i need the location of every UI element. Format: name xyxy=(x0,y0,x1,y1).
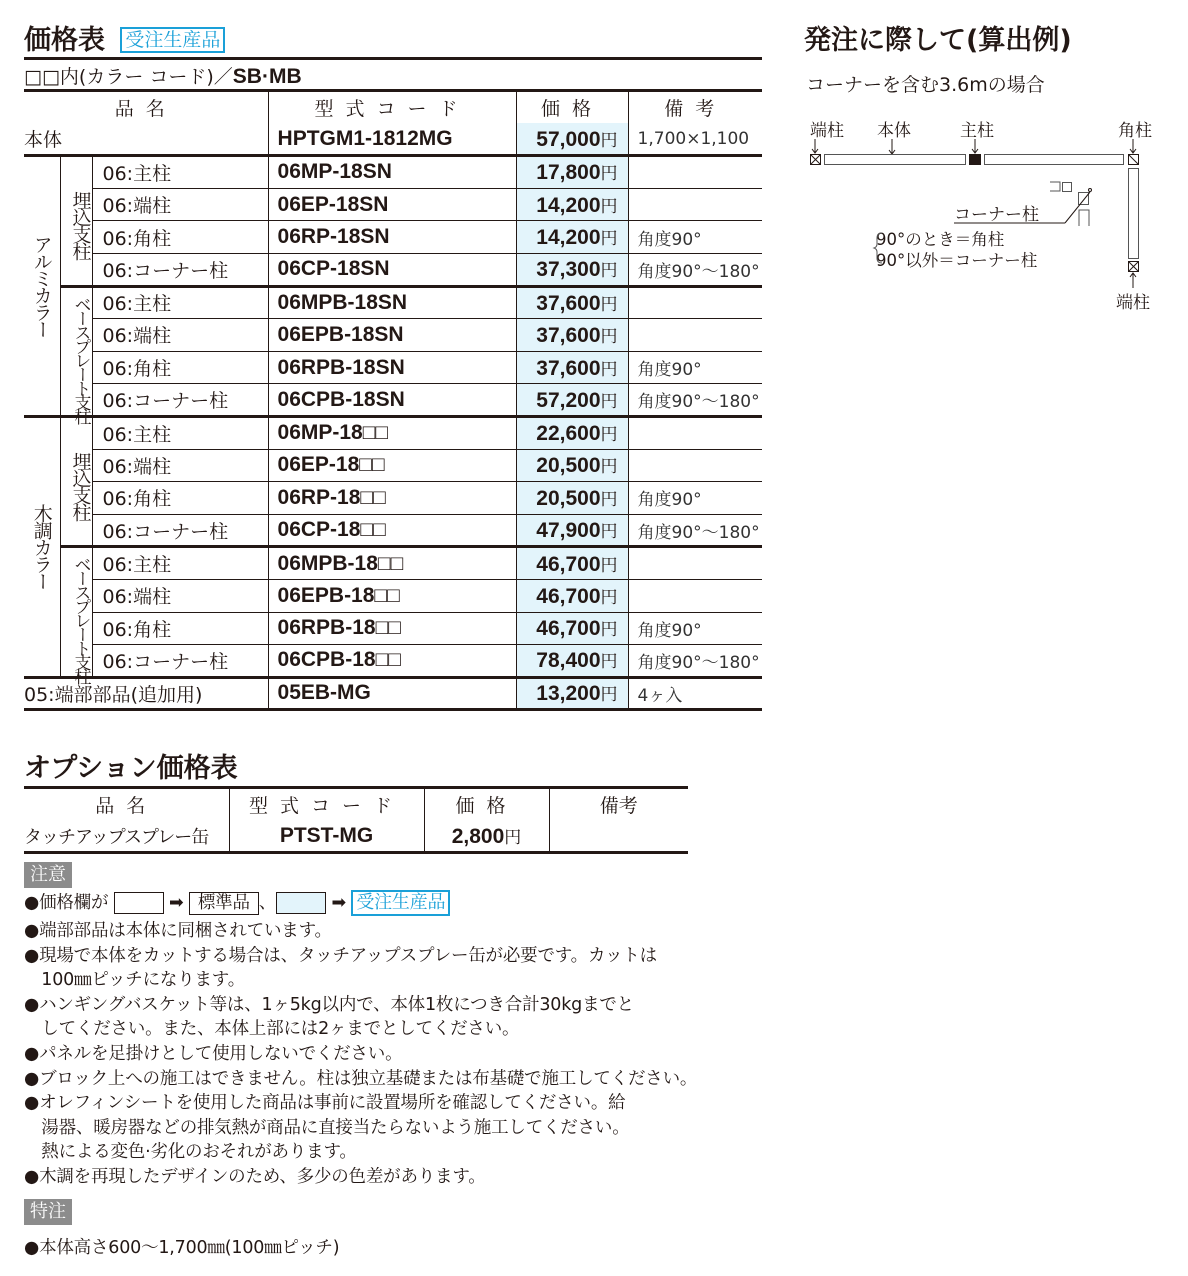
caution-line: 湯器、暖房器などの排気熱が商品に直接当たらないよう施工してください。 xyxy=(24,1117,630,1138)
label-body: 本体 xyxy=(877,121,911,141)
item-name: 06:主柱 xyxy=(92,416,268,449)
order-example-title: 発注に際して(算出例) xyxy=(804,25,1072,56)
price-value: 20,500 xyxy=(536,454,601,478)
item-price xyxy=(516,416,628,449)
standard-product-box: 標準品 xyxy=(189,892,259,915)
price-value: 2,800 xyxy=(451,824,505,848)
yen-unit: 円 xyxy=(600,164,618,185)
option-table-title: オプション価格表 xyxy=(24,753,238,784)
table-row xyxy=(24,384,762,417)
yen-unit: 円 xyxy=(600,425,618,446)
order-example-subtitle: コーナーを含む3.6mの場合 xyxy=(806,74,1045,96)
header-note: 備考 xyxy=(549,788,688,821)
color-code-note xyxy=(24,62,302,89)
item-note: 角度90°〜180° xyxy=(628,514,762,547)
price-value: 22,600 xyxy=(536,422,601,446)
item-price xyxy=(516,221,628,254)
table-row xyxy=(24,612,762,645)
yen-unit: 円 xyxy=(600,196,618,217)
subgroup-label: ベースプレート支柱 xyxy=(60,547,92,677)
price-value: 37,600 xyxy=(536,356,601,380)
item-name: 06:端柱 xyxy=(92,319,268,352)
item-code: 06CP-18□□ xyxy=(268,514,516,547)
item-note: 角度90° xyxy=(628,482,762,515)
price-value: 78,400 xyxy=(536,649,601,673)
yen-unit: 円 xyxy=(600,652,618,673)
white-box-swatch xyxy=(114,892,164,914)
legend-prefix: ●価格欄が xyxy=(24,893,109,913)
item-name: 06:角柱 xyxy=(92,221,268,254)
yen-unit: 円 xyxy=(600,587,618,608)
item-note: 1,700×1,100 xyxy=(628,123,762,156)
table-row xyxy=(24,645,762,678)
yen-unit: 円 xyxy=(600,457,618,478)
price-table-title xyxy=(24,18,225,57)
item-name: 05:端部部品(追加用) xyxy=(24,677,268,710)
arrow-right-icon: ➡ xyxy=(331,893,346,913)
table-row xyxy=(24,449,762,482)
item-note xyxy=(628,156,762,189)
table-row xyxy=(24,188,762,221)
header-note: 備考 xyxy=(628,91,762,124)
table-row xyxy=(24,514,762,547)
item-name: 06:コーナー柱 xyxy=(92,253,268,286)
header-name: 品名 xyxy=(95,795,158,818)
color-code-note-label: □□内(カラー コード)／ xyxy=(24,66,233,88)
price-value: 57,200 xyxy=(536,388,601,412)
item-note: 角度90° xyxy=(628,351,762,384)
item-name: 06:主柱 xyxy=(92,286,268,319)
caution-tag: 注意 xyxy=(24,862,72,888)
table-row xyxy=(24,286,762,319)
price-value: 57,000 xyxy=(536,127,601,151)
item-code: PTST-MG xyxy=(229,820,424,853)
table-row xyxy=(24,482,762,515)
yen-unit: 円 xyxy=(600,391,618,412)
item-code: 06EPB-18SN xyxy=(268,319,516,352)
caution-line: 熱による変色·劣化のおそれがあります。 xyxy=(24,1142,357,1163)
item-price xyxy=(424,820,549,853)
item-name: 06:角柱 xyxy=(92,482,268,515)
item-note xyxy=(628,579,762,612)
caution-legend xyxy=(24,890,450,916)
item-code: 06RP-18□□ xyxy=(268,482,516,515)
item-code: 06MP-18□□ xyxy=(268,416,516,449)
table-row xyxy=(24,547,762,580)
item-price xyxy=(516,384,628,417)
yen-unit: 円 xyxy=(600,620,618,641)
item-code: 06CPB-18□□ xyxy=(268,645,516,678)
item-name: 06:角柱 xyxy=(92,612,268,645)
subgroup-label: ベースプレート支柱 xyxy=(60,286,92,416)
table-row xyxy=(24,319,762,352)
item-price xyxy=(516,612,628,645)
yen-unit: 円 xyxy=(600,555,618,576)
price-value: 14,200 xyxy=(536,226,601,250)
item-note: 角度90° xyxy=(628,612,762,645)
rule-90: 90°のとき＝角柱 xyxy=(876,230,1005,249)
item-name: 06:端柱 xyxy=(92,579,268,612)
price-value: 37,600 xyxy=(536,323,601,347)
caution-line: ●ハンギングバスケット等は、1ヶ5kg以内で、本体1枚につき合計30kgまでと xyxy=(24,994,634,1015)
item-name: 06:主柱 xyxy=(92,156,268,189)
caution-line: してください。また、本体上部には2ヶまでとしてください。 xyxy=(24,1019,520,1040)
table-row xyxy=(24,253,762,286)
table-row xyxy=(24,221,762,254)
item-note: 角度90°〜180° xyxy=(628,384,762,417)
table-row xyxy=(24,416,762,449)
item-name: 本体 xyxy=(24,123,268,156)
yen-unit: 円 xyxy=(600,489,618,510)
item-note: 角度90°〜180° xyxy=(628,253,762,286)
item-price xyxy=(516,482,628,515)
price-value: 46,700 xyxy=(536,584,601,608)
item-name: 06:コーナー柱 xyxy=(92,645,268,678)
subgroup-label: 埋込支柱 xyxy=(60,156,92,286)
item-note xyxy=(628,449,762,482)
item-price xyxy=(516,579,628,612)
header-code: 型式コード xyxy=(268,91,516,124)
item-code: 05EB-MG xyxy=(268,677,516,710)
item-code: 06EPB-18□□ xyxy=(268,579,516,612)
table-row-end-parts xyxy=(24,677,762,710)
item-price xyxy=(516,123,628,156)
item-name: 06:端柱 xyxy=(92,449,268,482)
group-label: アルミカラー xyxy=(24,156,60,417)
item-price xyxy=(516,547,628,580)
item-code: 06RPB-18SN xyxy=(268,351,516,384)
price-table xyxy=(24,89,762,711)
item-code: 06CPB-18SN xyxy=(268,384,516,417)
special-line: ●本体高さ600〜1,700㎜(100㎜ピッチ) xyxy=(24,1238,340,1258)
item-note xyxy=(628,188,762,221)
yen-unit: 円 xyxy=(600,229,618,250)
price-value: 17,800 xyxy=(536,161,601,185)
item-code: 06EP-18SN xyxy=(268,188,516,221)
label-end-post-bottom: 端柱 xyxy=(1116,293,1150,313)
caution-line: ●木調を再現したデザインのため、多少の色差があります。 xyxy=(24,1167,486,1187)
option-table-header xyxy=(24,788,688,821)
item-price xyxy=(516,286,628,319)
label-main-post: 主柱 xyxy=(960,121,994,141)
item-code: 06RPB-18□□ xyxy=(268,612,516,645)
group-label: 木調カラー xyxy=(24,416,60,677)
item-name: 06:角柱 xyxy=(92,351,268,384)
item-code: 06EP-18□□ xyxy=(268,449,516,482)
caution-line: ●端部部品は本体に同梱されています。 xyxy=(24,921,332,941)
item-name: タッチアップスプレー缶 xyxy=(24,820,229,853)
caution-line: ●オレフィンシートを使用した商品は事前に設置場所を確認してください。給 xyxy=(24,1093,626,1114)
item-note: 角度90°〜180° xyxy=(628,645,762,678)
caution-line: ●現場で本体をカットする場合は、タッチアップスプレー缶が必要です。カットは xyxy=(24,945,657,966)
item-code: 06CP-18SN xyxy=(268,253,516,286)
rule-other: 90°以外＝コーナー柱 xyxy=(876,251,1038,270)
item-price xyxy=(516,449,628,482)
item-price xyxy=(516,514,628,547)
label-corner-post: コーナー柱 xyxy=(954,205,1039,225)
caution-line: ●パネルを足掛けとして使用しないでください。 xyxy=(24,1044,403,1064)
caution-line: 100㎜ピッチになります。 xyxy=(24,970,246,991)
item-note xyxy=(549,820,688,853)
header-price: 価格 xyxy=(424,788,549,821)
yen-unit: 円 xyxy=(600,326,618,347)
price-value: 13,200 xyxy=(536,682,601,706)
table-row xyxy=(24,579,762,612)
made-to-order-box: 受注生産品 xyxy=(351,890,450,916)
item-note xyxy=(628,319,762,352)
yen-unit: 円 xyxy=(600,261,618,282)
table-row xyxy=(24,820,688,853)
item-note: 角度90° xyxy=(628,221,762,254)
item-code: HPTGM1-1812MG xyxy=(268,123,516,156)
price-value: 47,900 xyxy=(536,519,601,543)
subgroup-label: 埋込支柱 xyxy=(60,416,92,546)
item-note xyxy=(628,416,762,449)
yen-unit: 円 xyxy=(600,685,618,706)
yen-unit: 円 xyxy=(600,294,618,315)
item-code: 06MPB-18□□ xyxy=(268,547,516,580)
item-price xyxy=(516,253,628,286)
divider xyxy=(24,57,762,60)
item-price xyxy=(516,351,628,384)
yen-unit: 円 xyxy=(504,827,522,848)
item-name: 06:コーナー柱 xyxy=(92,384,268,417)
price-value: 37,600 xyxy=(536,291,601,315)
arrow-right-icon: ➡ xyxy=(169,893,184,913)
item-price xyxy=(516,319,628,352)
item-code: 06RP-18SN xyxy=(268,221,516,254)
item-note: 4ヶ入 xyxy=(628,677,762,710)
option-table xyxy=(24,786,688,854)
header-name: 品名 xyxy=(114,98,177,121)
item-price xyxy=(516,645,628,678)
label-end-post-left: 端柱 xyxy=(810,121,844,141)
price-value: 37,300 xyxy=(536,258,601,282)
price-value: 14,200 xyxy=(536,193,601,217)
price-value: 46,700 xyxy=(536,552,601,576)
item-name: 06:主柱 xyxy=(92,547,268,580)
header-code: 型式コード xyxy=(229,788,424,821)
yen-unit: 円 xyxy=(600,522,618,543)
price-table-title-text: 価格表 xyxy=(24,25,105,56)
item-price xyxy=(516,188,628,221)
price-value: 20,500 xyxy=(536,486,601,510)
caution-line: ●ブロック上への施工はできません。柱は独立基礎または布基礎で施工してください。 xyxy=(24,1068,698,1089)
item-name: 06:コーナー柱 xyxy=(92,514,268,547)
item-name: 06:端柱 xyxy=(92,188,268,221)
yen-unit: 円 xyxy=(600,359,618,380)
special-tag: 特注 xyxy=(24,1199,72,1225)
made-to-order-badge: 受注生産品 xyxy=(120,27,225,53)
header-price: 価格 xyxy=(516,91,628,124)
table-row xyxy=(24,351,762,384)
table-row-body xyxy=(24,123,762,156)
item-price xyxy=(516,677,628,710)
label-corner-post-top: 角柱 xyxy=(1118,121,1152,141)
layout-diagram xyxy=(800,130,1188,290)
item-code: 06MP-18SN xyxy=(268,156,516,189)
color-code-value: SB·MB xyxy=(232,65,302,88)
item-price xyxy=(516,156,628,189)
price-value: 46,700 xyxy=(536,617,601,641)
yen-unit: 円 xyxy=(600,130,618,151)
separator: 、 xyxy=(258,893,277,913)
item-note xyxy=(628,547,762,580)
table-row xyxy=(24,156,762,189)
price-table-header xyxy=(24,91,762,124)
item-note xyxy=(628,286,762,319)
item-code: 06MPB-18SN xyxy=(268,286,516,319)
cyan-box-swatch xyxy=(276,892,326,914)
